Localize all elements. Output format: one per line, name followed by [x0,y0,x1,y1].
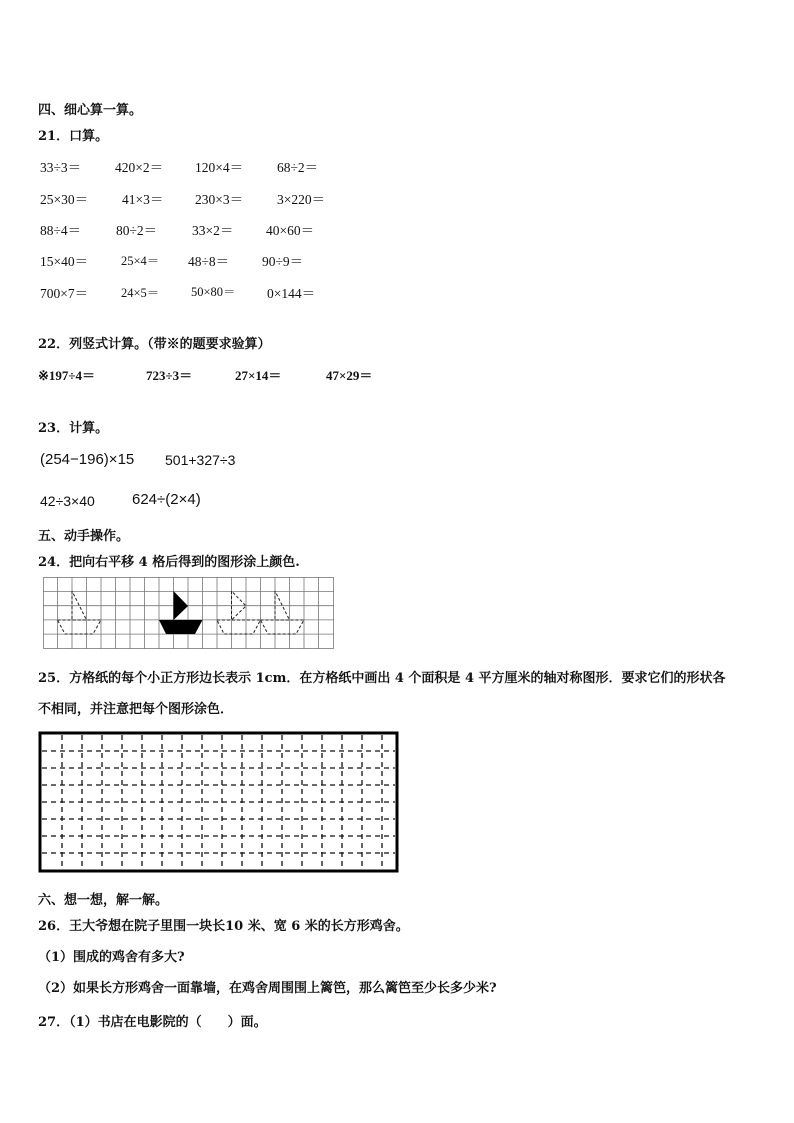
oral-item: 24×5＝ [121,286,160,300]
oral-item: 33÷3＝ [40,160,82,175]
q26-sub2: （2）如果长方形鸡舍一面靠墙，在鸡舍周围围上篱笆，那么篱笆至少长多少米? [38,981,497,996]
oral-item: 68÷2＝ [277,160,319,175]
calc-item: 501+327÷3 [165,452,236,468]
oral-item: 0×144＝ [267,286,316,301]
vertical-calc-item: 723÷3＝ [146,368,193,383]
oral-item: 41×3＝ [122,192,164,207]
dashed-boat-2 [217,591,261,634]
oral-item: 15×40＝ [40,254,89,269]
oral-item: 700×7＝ [40,286,89,301]
oral-item: 48÷8＝ [188,254,230,269]
oral-item: 88÷4＝ [40,223,82,238]
oral-item: 25×4＝ [121,254,160,268]
calc-item: 624÷(2×4) [132,491,201,508]
oral-item: 420×2＝ [115,160,164,175]
dashed-grid-paper [38,731,399,873]
q26-label: 26．王大爷想在院子里围一块长10 米、宽 6 米的长方形鸡舍。 [38,919,409,934]
translation-grid-figure [43,577,335,650]
oral-item: 50×80＝ [191,285,236,299]
oral-item: 90÷9＝ [262,254,304,269]
solid-boat [159,591,203,634]
q27-label: 27．（1）书店在电影院的（ ）面。 [38,1015,267,1030]
q21-label: 21．口算。 [38,129,109,144]
oral-item: 120×4＝ [195,160,244,175]
section-6-title: 六、想一想，解一解。 [38,893,169,908]
q25-label-line2: 不相同，并注意把每个图形涂色． [38,702,234,717]
oral-item: 25×30＝ [40,192,89,207]
vertical-calc-item: 47×29＝ [326,368,373,383]
section-4-title: 四、细心算一算。 [38,103,143,118]
vertical-calc-item: ※197÷4＝ [38,368,96,383]
oral-item: 80÷2＝ [116,223,158,238]
calc-item: 42÷3×40 [40,493,95,509]
oral-item: 33×2＝ [192,223,234,238]
oral-item: 40×60＝ [266,223,315,238]
vertical-calc-item: 27×14＝ [235,368,282,383]
dashed-boat-1 [58,591,102,634]
section-5-title: 五、动手操作。 [38,529,130,544]
oral-item: 3×220＝ [277,192,326,207]
q22-label: 22．列竖式计算。（带※的题要求验算） [38,337,271,352]
calc-item: (254−196)×15 [40,451,135,468]
q24-label: 24．把向右平移 4 格后得到的图形涂上颜色. [38,555,300,570]
oral-item: 230×3＝ [195,192,244,207]
q25-label-line1: 25．方格纸的每个小正方形边长表示 1cm．在方格纸中画出 4 个面积是 4 平方厘米的轴对称图形．要求它们的形状各 [38,671,726,686]
q26-sub1: （1）围成的鸡舍有多大? [38,950,185,965]
q23-label: 23．计算。 [38,421,109,436]
dashed-boat-3 [261,591,305,634]
